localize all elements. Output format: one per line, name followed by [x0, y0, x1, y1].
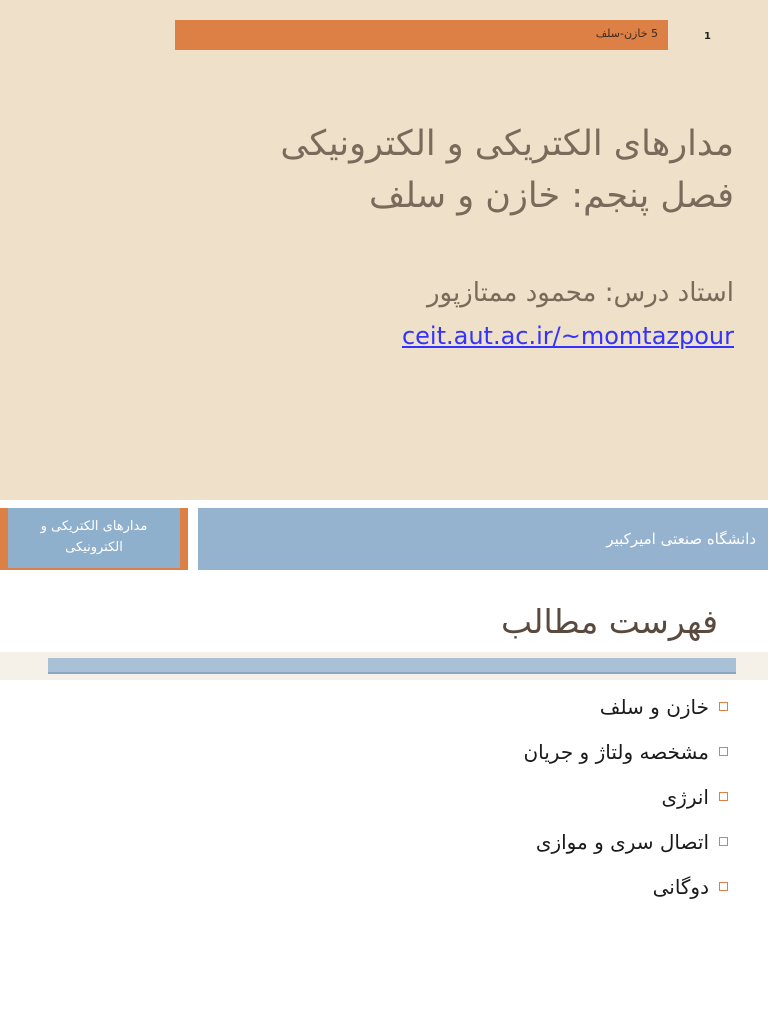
list-item-text: دوگانی: [652, 874, 709, 899]
list-item-text: اتصال سری و موازی: [535, 829, 709, 854]
list-item: [28, 684, 728, 729]
course-name-panel: [8, 508, 180, 568]
square-bullet-icon: [719, 792, 728, 801]
header-bar: [175, 20, 668, 50]
list-item: [28, 774, 728, 819]
list-item: [28, 819, 728, 864]
course-name-line2: الکترونیکی: [65, 540, 123, 555]
list-item-text: خازن و سلف: [599, 694, 709, 719]
header-text: 5 خازن-سلف: [595, 27, 658, 40]
title-line-chapter: فصل پنجم: خازن و سلف: [368, 176, 734, 216]
course-name-box: [0, 508, 188, 570]
slide-number: 1: [704, 31, 711, 42]
university-name: دانشگاه صنعتی امیرکبیر: [606, 530, 756, 548]
toc-title: فهرست مطالب: [501, 602, 718, 641]
university-bar: [198, 508, 768, 570]
lecturer-name: استاد درس: محمود ممتازپور: [426, 278, 734, 308]
course-name-line1: مدارهای الکتریکی و: [40, 519, 148, 534]
list-item: [28, 864, 728, 909]
title-line-course: مدارهای الکتریکی و الکترونیکی: [280, 124, 734, 164]
slide-title: [34, 118, 734, 222]
list-item: [28, 729, 728, 774]
title-underline-bar: [48, 658, 736, 674]
contents-slide: [0, 504, 768, 1024]
toc-list: [28, 684, 728, 909]
square-bullet-icon: [719, 702, 728, 711]
course-website-link[interactable]: ceit.aut.ac.ir/~momtazpour: [401, 322, 734, 350]
title-slide: [0, 0, 768, 500]
square-bullet-icon: [719, 837, 728, 846]
square-bullet-icon: [719, 747, 728, 756]
list-item-text: مشخصه ولتاژ و جریان: [523, 739, 709, 764]
square-bullet-icon: [719, 882, 728, 891]
list-item-text: انرژی: [661, 784, 709, 809]
